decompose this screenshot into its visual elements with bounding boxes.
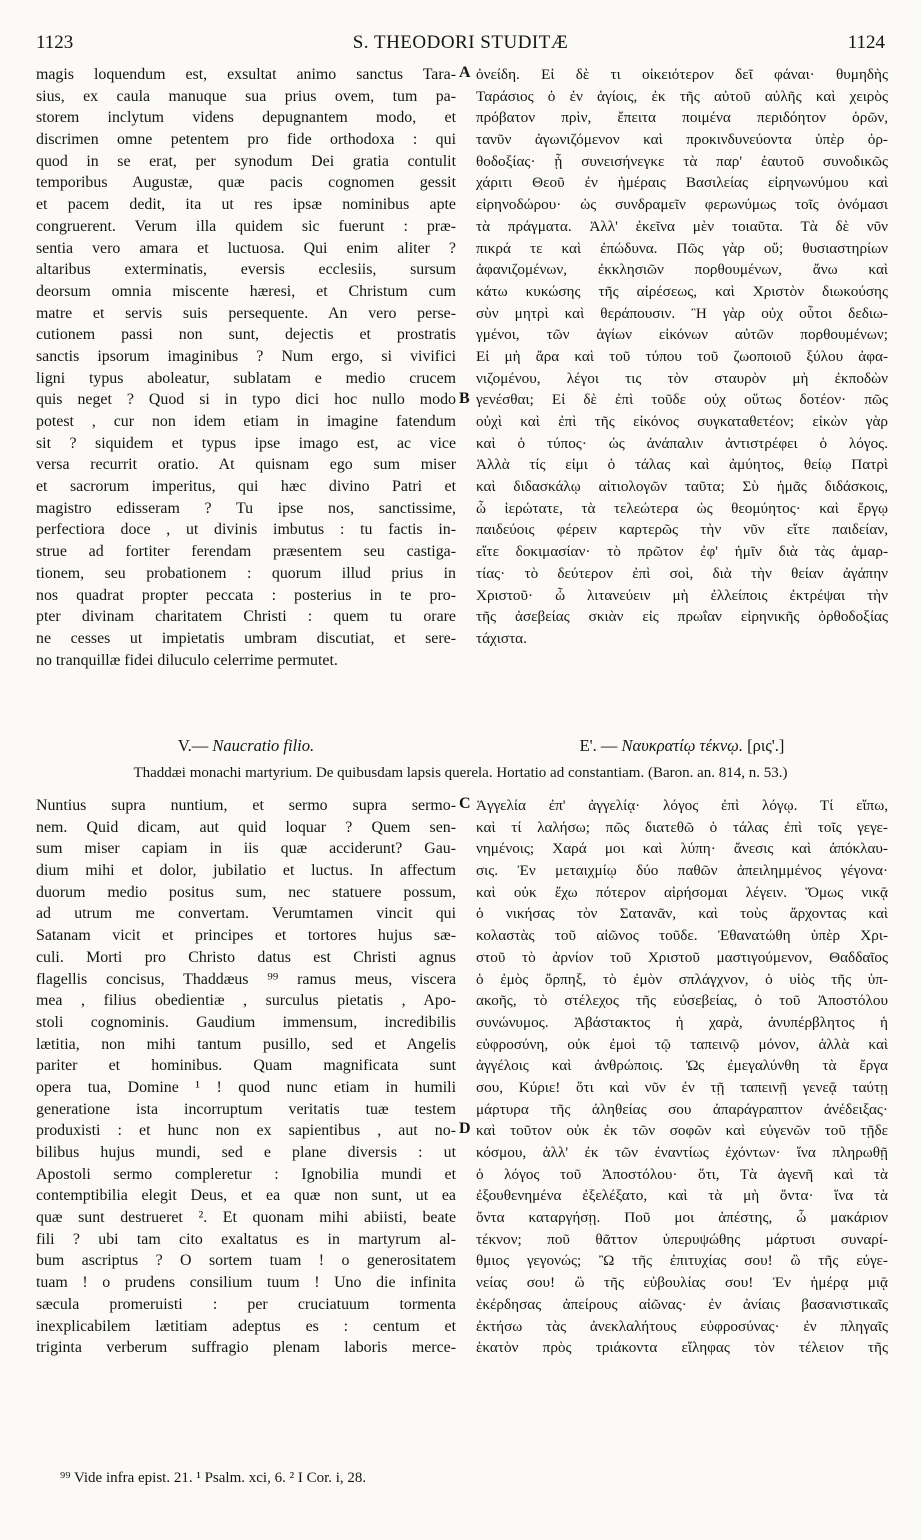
greek-letter-ref: [ρις'.] xyxy=(747,736,785,755)
text-line: σις. Ἐν μεταιχμίῳ δύο παθῶν ἀπειλημμένος γέγονα· xyxy=(476,862,888,880)
text-line: εἰρηνοδώρου· ὡς συνδραμεῖν φερωνύμως τοῖς ὀνόμασι xyxy=(476,196,888,214)
text-line: κόσμου, ἀλλ' ἐκ τῶν ἐναντίως ἐχόντων· ἵνα πληρωθῇ xyxy=(476,1144,888,1161)
greek-letter-title: Ναυκρατίῳ τέκνῳ. xyxy=(621,736,743,755)
text-line: ἐξουθενημένα ἐξελέξατο, καὶ τὰ μὴ ὄντα· ἵνα τὰ xyxy=(476,1187,888,1205)
running-title: S. THEODORI STUDITÆ xyxy=(352,32,569,53)
text-line: εὐφροσύνη, οὐκ ἐμοὶ τῷ ταπεινῷ μόνον, ἀλλὰ καὶ xyxy=(476,1035,888,1053)
letter-summary: Thaddæi monachi martyrium. De quibusdam lapsis querela. Hortatio ad constantiam. (Baron. an. 814, n. 53.) xyxy=(133,765,788,781)
text-line: quod in se erat, per synodum Dei gratia contulit xyxy=(36,152,456,170)
text-line: bilibus hujus mundi, sed e plane diversis : ut xyxy=(36,1144,456,1161)
text-line: quæ sunt destrueret ². Et quonam mihi abiisti, beate xyxy=(36,1209,456,1227)
text-line: παιδεύοις φέρειν καρτερῶς τὴν νῦν εἴτε παιδείαν, xyxy=(476,521,888,539)
text-line: μάρτυρα τῆς ἀληθείας σου ἀπαράγραπτον ἀνέδειξας· xyxy=(476,1100,888,1118)
text-line: νείας σου! ὢ τῆς εὐβουλίας σου! Ἐν ἡμέρᾳ μιᾷ xyxy=(476,1274,888,1292)
text-line: τὰ πράγματα. Ἀλλ' ἐκεῖνα μὲν τοιαῦτα. Τὰ δὲ νῦν xyxy=(476,217,888,235)
text-line: χάριτι Θεοῦ ἐν ἡμέραις Βασιλείας εἰρηνωνύμου καὶ xyxy=(476,174,888,192)
text-line: inexplicabilem lætitiam adeptus es : centum et xyxy=(36,1317,456,1335)
text-line: duorum medio positus sum, nec statuere possum, xyxy=(36,883,456,901)
text-line: τάχιστα. xyxy=(476,629,527,647)
text-line: Χριστοῦ· ὦ λιτανεύειν μὴ ἐλλείποις ἐκτρέψαι τὴν xyxy=(476,586,888,604)
text-line: Ταράσιος ὁ ἐν ἁγίοις, ἐκ τῆς αὐτοῦ αὐλῆς καὶ χειρὸς xyxy=(476,87,888,105)
text-line: Ἀγγελία ἐπ' ἀγγελίᾳ· λόγος ἐπὶ λόγῳ. Τί εἴπω, xyxy=(476,797,888,814)
section-marker-c: C xyxy=(459,795,471,812)
text-line: pter divinam charitatem Christi : quem tu orare xyxy=(36,608,456,626)
latin-letter-heading xyxy=(36,736,456,756)
text-line: sius, ex caula manuque sua prius ovem, tum pa- xyxy=(36,87,456,105)
text-line: τῆς ἀσεβείας σκιὰν εἰς πρωΐαν εἰρηνικῆς ὀρθοδοξίας xyxy=(476,608,888,626)
text-line: et sacrorum imperitus, qui hæc divino Patri et xyxy=(36,478,456,496)
text-line: pariter et hominibus. Quam magnificata sunt xyxy=(36,1057,456,1075)
text-line: ακοῆς, τὸ στέλεχος τῆς εὐσεβείας, ὁ τοῦ Ἀποστόλου xyxy=(476,992,888,1010)
text-line: ὁ νικήσας τὸν Σατανᾶν, καὶ τοὺς ἄρχοντας καὶ xyxy=(476,905,888,923)
text-line: θοδοξίας· ᾗ συνεισήνεγκε τὰ παρ' ἑαυτοῦ συνοδικῶς xyxy=(476,152,888,170)
text-line: altaribus exterminatis, eversis ecclesiis, sursum xyxy=(36,261,456,279)
text-line: potest , cur non idem etiam in imagine fatendum xyxy=(36,413,456,430)
text-line: κάτω κυκώσης τῆς αἱρέσεως, καὶ Χριστὸν διωκούσης xyxy=(476,282,888,300)
text-line: magistro edisseram ? Tu ipse nos, sanctissime, xyxy=(36,499,456,517)
text-line: ὄντα καταργήσῃ. Ποῦ μοι ἀπέστης, ὦ μακάριον xyxy=(476,1209,888,1227)
text-line: sentia vero amara et luctuosa. Qui enim aliter ? xyxy=(36,239,456,257)
text-line: no tranquillæ fidei diluculo celerrime permutet. xyxy=(36,651,338,669)
section-marker-a: A xyxy=(459,64,471,81)
text-line: cutionem passi non sunt, dejectis et prostratis xyxy=(36,326,456,344)
text-line: fili ? ubi tam cito exaltatus es in martyrum al- xyxy=(36,1230,456,1248)
text-line: bum ascriptus ? O sortem tuam ! o generositatem xyxy=(36,1252,456,1270)
section-marker-d: D xyxy=(459,1120,471,1137)
text-line: sæcula promeruisti : per cruciatuum tormenta xyxy=(36,1295,456,1313)
page-header xyxy=(36,32,885,60)
text-line: generatione ista incorruptum veritatis tuæ testem xyxy=(36,1100,456,1118)
text-line: nos quadrat propter peccata : posterius in te pro- xyxy=(36,586,456,604)
text-line: Ἀλλὰ τίς εἰμι ὁ τάλας καὶ ἀμύητος, θείῳ Πατρὶ xyxy=(476,456,888,474)
text-line: perfectiora doce , ut divinis imbutus : tu factis in- xyxy=(36,521,456,539)
text-line: καὶ τί λαλήσω; πῶς διατεθῶ ὁ τάλας ἐπὶ τοῖς γεγε- xyxy=(476,818,888,836)
greek-letter-heading xyxy=(476,736,888,756)
text-line: πρόβατον πρὶν, ἔπειτα ποιμένα περιδόητον ὁρῶν, xyxy=(476,109,888,127)
text-line: γενέσθαι; Εἰ δὲ ἐπὶ τοῦδε οὐχ οὕτως δοτέον· πῶς xyxy=(476,391,888,409)
text-line: θμιος γεγονώς; Ὢ τῆς ἐπιτυχίας σου! ὢ τῆς εὐγε- xyxy=(476,1252,888,1270)
text-line: ἐκτήσω τὰς ἀνεκλαλήτους εὐφροσύνας· ἐν πληγαῖς xyxy=(476,1317,888,1335)
text-line: sanctis ipsorum imaginibus ? Num ergo, si vivifici xyxy=(36,347,456,365)
text-line: contemptibilia elegit Deus, et ea quæ non sunt, ut ea xyxy=(36,1187,456,1205)
left-page-number: 1123 xyxy=(36,32,74,53)
text-line: congruerent. Verum illa quidem sic fuerunt : præ- xyxy=(36,217,456,235)
text-line: γμένοι, τῶν ἁγίων εἰκόνων αὐτῶν πορθουμένων; xyxy=(476,326,888,344)
text-line: Apostoli sermo compleretur : Ignobilia mundi et xyxy=(36,1165,456,1183)
text-line: temporibus Augustæ, quæ pacis cognomen gessit xyxy=(36,174,456,192)
text-line: σὺν μητρὶ καὶ θεράπουσιν. Ἢ γὰρ οὐχ οὗτοι δεδιω- xyxy=(476,304,888,322)
section-marker-b: B xyxy=(459,390,470,407)
text-line: πικρά τε καὶ ἐπώδυνα. Πῶς γὰρ οὔ; θυσιαστηρίων xyxy=(476,239,888,257)
text-line: strue ad fortiter ferendam præsentem seu castiga- xyxy=(36,543,456,561)
text-line: ὀνείδη. Εἰ δὲ τι οἰκειότερον δεῖ φάναι· θυμηδὴς xyxy=(476,66,888,83)
text-line: καὶ τοῦτον οὐκ ἐκ τῶν σοφῶν καὶ εὐγενῶν τοῦ τῇδε xyxy=(476,1122,888,1140)
text-line: storem inclytum videns depugnantem modo, et xyxy=(36,109,456,127)
text-line: matre et servis suis persequente. An vero perse- xyxy=(36,304,456,322)
text-line: mea , filius obedientiæ , surculus pietatis , Apo- xyxy=(36,992,456,1010)
text-line: νημένοις; Χαρά μοι καὶ λύπη· ἄνεσις καὶ ἀπόκλαυ- xyxy=(476,840,888,858)
text-line: discrimen omne petentem pro fide orthodoxa : qui xyxy=(36,131,456,149)
text-line: triginta verberum suffragio plenam laboris merce- xyxy=(36,1339,456,1357)
text-line: magis loquendum est, exsultat animo sanctus Tara- xyxy=(36,66,456,83)
text-line: sit ? siquidem et typus ipse imago est, ac vice xyxy=(36,434,456,452)
text-line: ne cesses ut impietatis umbram discutiat, et sere- xyxy=(36,629,456,647)
text-line: quis neget ? Quod si in typo dici hoc nullo modo xyxy=(36,391,456,409)
text-line: καὶ ὁ τύπος· ὡς ἀνάπαλιν ἀντιστρέφει ὁ λόγος. xyxy=(476,434,888,452)
text-line: τανῦν ἀγωνιζόμενον καὶ προκινδυνεύοντα ὑπὲρ ὀρ- xyxy=(476,131,888,149)
text-line: lætitia, non mihi tantum pusillo, sed et Angelis xyxy=(36,1035,456,1053)
greek-column-top xyxy=(476,64,888,650)
text-line: sum miser capiam in iis quæ acciderunt? Gau- xyxy=(36,840,456,858)
text-line: καὶ οὐκ ἔχω πότερον αἱρήσομαι λέγειν. Ὅμως νικᾷ xyxy=(476,883,888,901)
text-line: οὐχὶ καὶ ἐπὶ τῆς εἰκόνος συγκαταθετέον; εἰκὼν γὰρ xyxy=(476,413,888,430)
text-line: κολαστὰς τοῦ αἰῶνος τοῦδε. Ἐθανατώθη ὑπὲρ Χρι- xyxy=(476,927,888,945)
text-line: Εἰ μὴ ἄρα καὶ τοῦ τύπου τοῦ ζωοποιοῦ ξύλου ἀφα- xyxy=(476,347,888,365)
text-line: ὁ ἐμὸς ὄρπηξ, τὸ ἐμὸν σπλάγχνον, ὁ υἱὸς τῆς ὑπ- xyxy=(476,970,888,988)
text-line: συνώνυμος. Ἀβάστακτος ἡ χαρὰ, ἀνυπέρβλητος ἡ xyxy=(476,1013,888,1031)
greek-letter-number: Ε'. — xyxy=(579,736,618,755)
text-line: versa recurrit oratio. At quisnam ego sum miser xyxy=(36,456,456,474)
text-line: produxisti : et hunc non ex sapientibus , aut no- xyxy=(36,1122,456,1140)
greek-column-bottom xyxy=(476,795,888,1359)
text-line: ὦ ἱερώτατε, τὰ τελεώτερα ὡς θεομύητος· καὶ ἔργῳ xyxy=(476,499,888,517)
text-line: opera tua, Domine ¹ ! quod nunc etiam in humili xyxy=(36,1078,456,1096)
text-line: σου, Κύριε! ὅτι καὶ νῦν ἐν τῇ ταπεινῇ γενεᾷ ταύτῃ xyxy=(476,1078,888,1096)
latin-column-top xyxy=(36,64,456,671)
text-line: flagellis concisus, Thaddæus ⁹⁹ ramus meus, viscera xyxy=(36,970,456,988)
text-line: τέκνον; ποῦ θᾶττον ὑπερυψώθης μάρτυσι συναρί- xyxy=(476,1230,888,1248)
text-line: ad utrum me convertam. Verumtamen vincit qui xyxy=(36,905,456,923)
text-line: ἑκατὸν πρὸς τριάκοντα εἴληφας τὸν τέλειον τῆς xyxy=(476,1339,888,1357)
latin-letter-title: Naucratio filio. xyxy=(212,736,315,755)
text-line: Satanam vicit et principes et tortores hujus sæ- xyxy=(36,927,456,945)
text-line: στοῦ τὸ ἀρνίον τοῦ Χριστοῦ μαστιγούμενον, Θαδδαῖος xyxy=(476,948,888,966)
text-line: tionem, seu probationem : quorum illud prius in xyxy=(36,564,456,582)
text-line: et pacem dedit, ita ut res ipsæ nominibus apte xyxy=(36,196,456,214)
right-page-number: 1124 xyxy=(847,32,885,53)
text-line: νιζομένου, λέγοι τις τὸν σταυρὸν μὴ ἐκποδὼν xyxy=(476,369,888,387)
text-line: ligni typus aboleatur, sublatam e medio crucem xyxy=(36,369,456,387)
text-line: ἀφανιζομένων, ἐκκλησιῶν πορθουμένων, ἄνω καὶ xyxy=(476,261,888,279)
text-line: deorsum omnia miscente hæresi, et Christum cum xyxy=(36,282,456,300)
text-line: καὶ διδασκάλῳ αἰτιολογῶν ταῦτα; Σὺ ἡμᾶς διδάσκοις, xyxy=(476,478,888,496)
text-line: ἐκέρδησας ἀπείρους αἰῶνας· ἐν ἀνίαις βασανιστικαῖς xyxy=(476,1295,888,1313)
text-line: Nuntius supra nuntium, et sermo supra sermo- xyxy=(36,797,456,814)
text-line: ὁ λόγος τοῦ Ἀποστόλου· ὅτι, Τὰ ἀγενῆ καὶ τὰ xyxy=(476,1165,888,1183)
latin-column-bottom xyxy=(36,795,456,1359)
text-line: εἴτε δοκιμασίαν· τὸ πρῶτον ἐφ' ἡμῖν διὰ τὰς ἁμαρ- xyxy=(476,543,888,561)
text-line: dium mihi et dolor, jubilatio et luctus. In affectum xyxy=(36,862,456,880)
text-line: tuam ! o prudens consilium tuum ! Uno die infinita xyxy=(36,1274,456,1292)
text-line: stoli cognominis. Gaudium immensum, incredibilis xyxy=(36,1013,456,1031)
text-line: τίας· τὸ δεύτερον ἐπὶ σοὶ, διὰ τὴν θείαν ἀγάπην xyxy=(476,564,888,582)
text-line: ἀγγέλοις καὶ ἀνθρώποις. Ὡς ἐμεγαλύνθη τὰ ἔργα xyxy=(476,1057,888,1075)
text-line: nem. Quid dicam, aut quid loquar ? Quem sen- xyxy=(36,818,456,836)
footnotes: ⁹⁹ Vide infra epist. 21. ¹ Psalm. xci, 6. ² I Cor. i, 28. xyxy=(60,1470,367,1486)
text-line: culi. Morti pro Christo datus est Christi agnus xyxy=(36,948,456,966)
latin-letter-number: V.— xyxy=(177,736,209,755)
